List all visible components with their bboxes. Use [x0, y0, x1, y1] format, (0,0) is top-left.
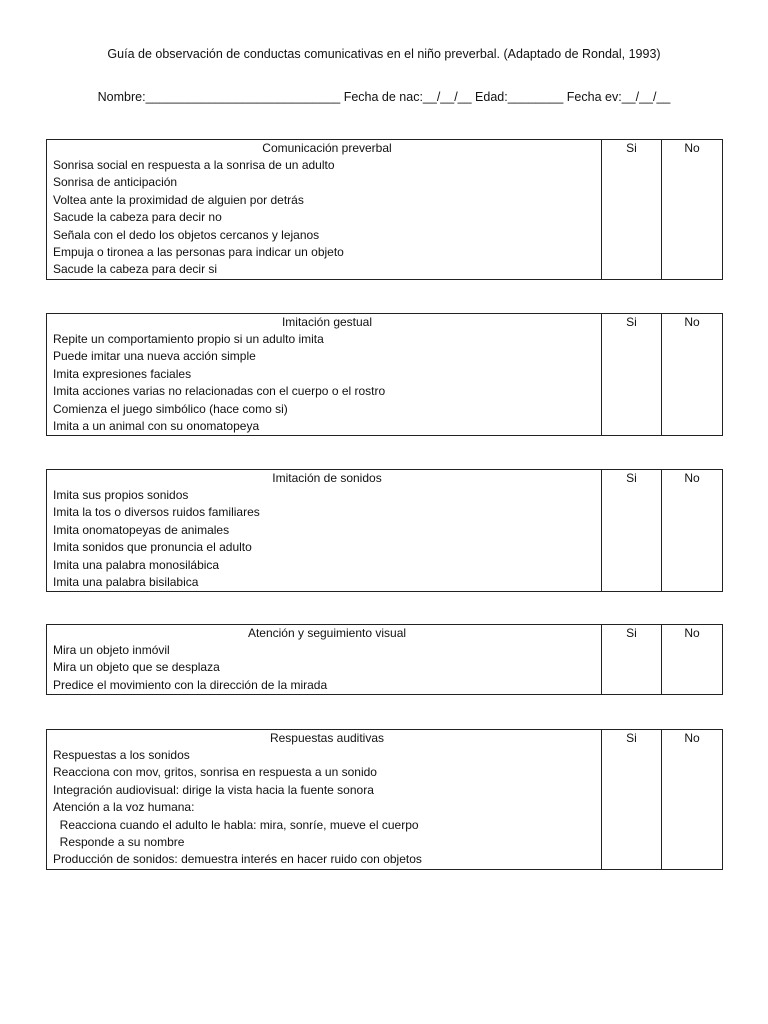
section-item: Reacciona con mov, gritos, sonrisa en respuesta a un sonido	[53, 765, 377, 780]
si-header: Si	[626, 731, 637, 745]
section-item: Predice el movimiento con la dirección de la mirada	[53, 677, 328, 692]
si-header: Si	[626, 471, 637, 485]
section-item: Mira un objeto inmóvil	[53, 643, 170, 657]
document-title: Guía de observación de conductas comunicativas en el niño preverbal. (Adaptado de Rondal, 1993)	[107, 47, 661, 61]
section-item: Imita onomatopeyas de animales	[53, 522, 230, 537]
no-header: No	[684, 626, 700, 640]
section-item: Empuja o tironea a las personas para indicar un objeto	[53, 244, 344, 259]
section-item: Imita una palabra bisilabica	[53, 574, 199, 589]
section-item: Mira un objeto que se desplaza	[53, 660, 220, 675]
section-item: Puede imitar una nueva acción simple	[53, 349, 256, 364]
section-item: Imita acciones varias no relacionadas con el cuerpo o el rostro	[53, 384, 386, 399]
section-table	[46, 313, 723, 436]
section-heading: Imitación gestual	[281, 315, 373, 329]
si-column[interactable]	[602, 314, 662, 436]
no-header: No	[684, 731, 700, 745]
section-item: Integración audiovisual: dirige la vista hacia la fuente sonora	[53, 782, 374, 797]
si-header: Si	[626, 141, 637, 155]
section-item: Voltea ante la proximidad de alguien por detrás	[53, 192, 304, 207]
section-item: Atención a la voz humana:	[53, 800, 195, 815]
section-items-cell	[47, 314, 602, 436]
section-table	[46, 469, 723, 592]
si-header: Si	[626, 315, 637, 329]
no-column[interactable]	[662, 140, 723, 280]
section-items-cell	[47, 730, 602, 870]
no-column[interactable]	[662, 625, 723, 695]
section-table	[46, 624, 723, 695]
section-item: Señala con el dedo los objetos cercanos y lejanos	[53, 227, 320, 242]
section-heading: Respuestas auditivas	[269, 731, 385, 745]
section-table	[46, 729, 723, 870]
section-heading: Atención y seguimiento visual	[247, 626, 407, 640]
no-column[interactable]	[662, 730, 723, 870]
no-header: No	[684, 141, 700, 155]
section-item: Imita sus propios sonidos	[53, 488, 189, 502]
section-items-cell	[47, 625, 602, 695]
section-item: Responde a su nombre	[53, 834, 185, 849]
section-items-cell	[47, 470, 602, 592]
section-item: Sonrisa social en respuesta a la sonrisa de un adulto	[53, 158, 335, 172]
section-item: Sacude la cabeza para decir si	[53, 262, 218, 277]
no-column[interactable]	[662, 470, 723, 592]
no-column[interactable]	[662, 314, 723, 436]
section-item: Imita expresiones faciales	[53, 366, 192, 381]
si-column[interactable]	[602, 470, 662, 592]
section-item: Imita sonidos que pronuncia el adulto	[53, 540, 252, 555]
si-column[interactable]	[602, 730, 662, 870]
si-header: Si	[626, 626, 637, 640]
section-item: Imita a un animal con su onomatopeya	[53, 418, 260, 433]
section-items-cell	[47, 140, 602, 280]
section-item: Imita una palabra monosilábica	[53, 557, 220, 572]
si-column[interactable]	[602, 625, 662, 695]
no-header: No	[684, 471, 700, 485]
patient-fields-line[interactable]: Nombre:____________________________ Fecha de nac:__/__/__ Edad:________ Fecha ev:__/__/__	[97, 90, 671, 104]
section-item: Imita la tos o diversos ruidos familiares	[53, 505, 260, 520]
section-item: Reacciona cuando el adulto le habla: mira, sonríe, mueve el cuerpo	[53, 817, 419, 832]
section-item: Sonrisa de anticipación	[53, 175, 178, 190]
section-item: Repite un comportamiento propio si un adulto imita	[53, 332, 324, 346]
section-item: Producción de sonidos: demuestra interés en hacer ruido con objetos	[53, 852, 422, 867]
section-heading: Imitación de sonidos	[272, 471, 382, 485]
section-table	[46, 139, 723, 280]
no-header: No	[684, 315, 700, 329]
section-heading: Comunicación preverbal	[262, 141, 392, 155]
section-item: Sacude la cabeza para decir no	[53, 210, 222, 225]
section-item: Comienza el juego simbólico (hace como si)	[53, 401, 288, 416]
si-column[interactable]	[602, 140, 662, 280]
section-item: Respuestas a los sonidos	[53, 748, 190, 762]
